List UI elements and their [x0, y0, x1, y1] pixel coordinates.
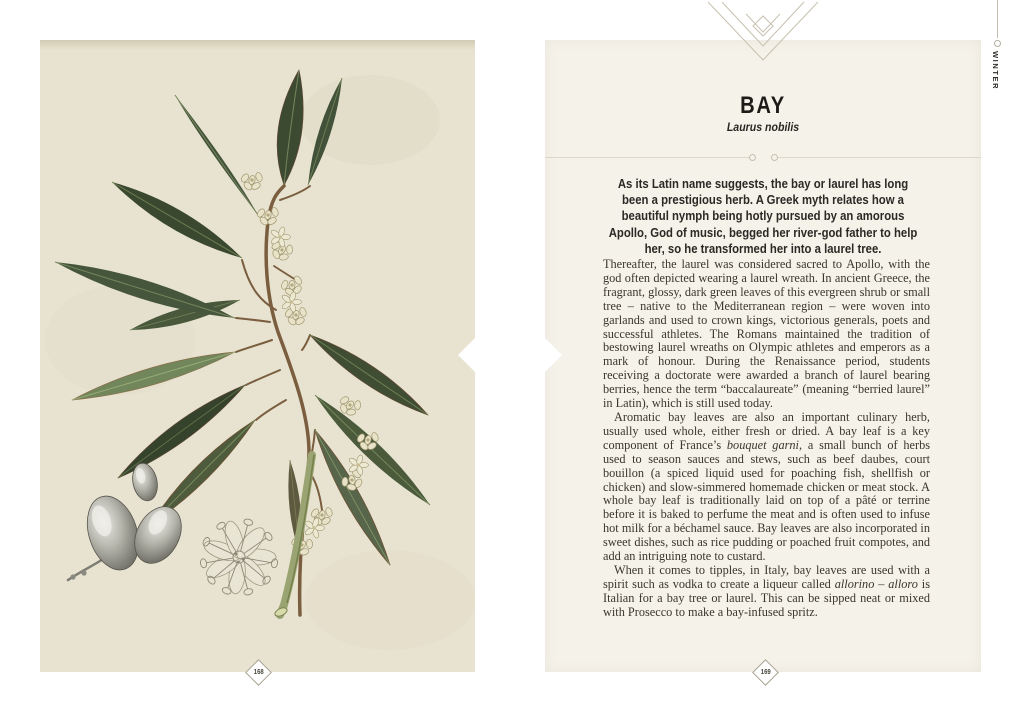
left-page [40, 40, 475, 672]
left-page-number: 168 [253, 669, 264, 676]
divider-rule [545, 157, 749, 158]
season-marker-line [997, 0, 998, 38]
right-page-number: 169 [760, 669, 771, 676]
page-title: BAY [740, 92, 786, 119]
divider-circle-icon [749, 154, 756, 161]
divider-rule [778, 157, 982, 158]
header-divider [545, 153, 981, 161]
right-page [545, 40, 981, 672]
latin-name: Laurus nobilis [726, 122, 800, 134]
season-tab-label: WINTER [991, 51, 1000, 91]
intro-paragraph: As its Latin name suggests, the bay or laurel has long been a prestigious herb. A Greek myth relates how a beautiful nymph being hotly pursued by an amorous Apollo, God of music, begged her river-god father to help her, so he transformed her into a laurel tree. [608, 177, 918, 256]
body-paragraph: Thereafter, the laurel was considered sacred to Apollo, with the god often depicted wearing a laurel wreath. In ancient Greece, the fragrant, glossy, dark green leaves of this evergreen shrub or small tree – native to the Mediterranean region – were woven into garlands and used to crown kings, victorious generals, poets and successful athletes. The Romans maintained the tradition of bestowing laurel wreaths on Olympic athletes and emperors as a mark of honour. During the Renaissance period, students receiving a doctorate were awarded a branch of laurel bearing berries, hence the term “baccalaureate” (meaning “berried laurel” in Latin), which is still used today. [603, 257, 930, 411]
chevron-ornament-icon [708, 0, 818, 70]
divider-circle-icon [771, 154, 778, 161]
season-marker-circle-icon [994, 40, 1001, 47]
botanical-illustration [40, 40, 475, 672]
body-paragraph: Aromatic bay leaves are also an important culinary herb, usually used whole, either fresh or dried. A bay leaf is a key component of France’s bouquet garni, a small bunch of herbs used to season sauces and stews, such as beef daubes, court bouillon (a spiced liquid used for poaching fish, shellfish or chicken) and slow-simmered homemade chicken or meat stock. A whole bay leaf is traditionally laid on top of a pâté or terrine before it is baked to perfume the meat and is often used to infuse hot milk for a béchamel sauce. Bay leaves are also incorporated in sweet dishes, such as rice pudding or poached fruit compotes, and add an intriguing note to custard. [603, 409, 931, 564]
body-paragraph: When it comes to tipples, in Italy, bay leaves are used with a spirit such as vodka to create a liqueur called allorino – alloro is Italian for a bay tree or laurel. This can be sipped neat or mixed with Prosecco to make a bay-infused spritz. [603, 562, 930, 619]
body-text [603, 258, 930, 620]
